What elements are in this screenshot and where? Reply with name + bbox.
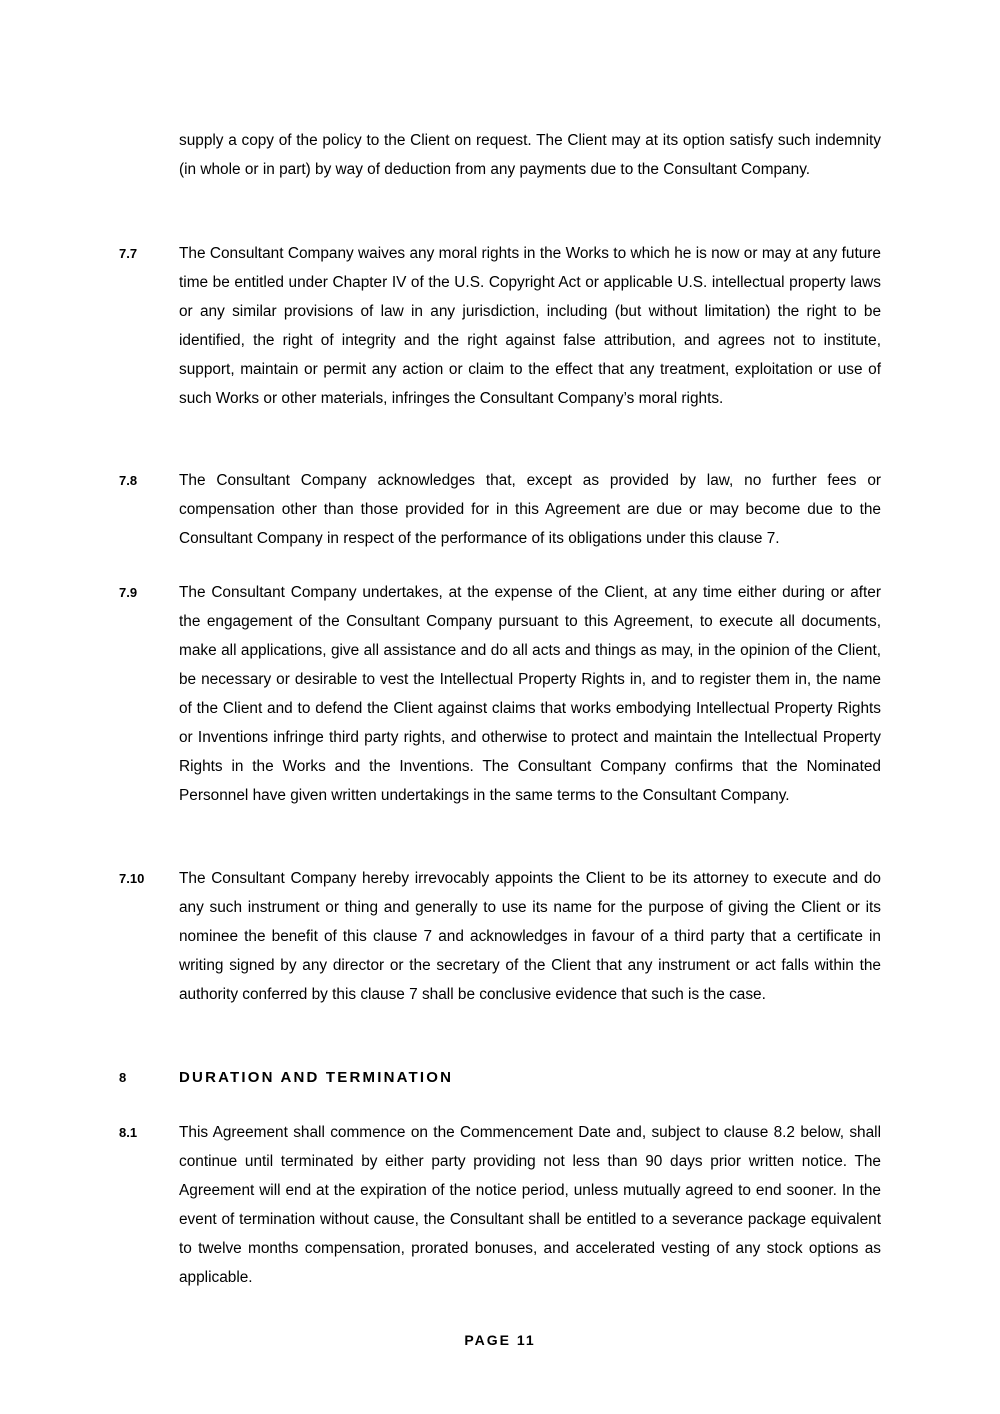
clause-7-9	[119, 578, 881, 810]
clause-number: 7.7	[119, 246, 138, 261]
section-title: DURATION AND TERMINATION	[179, 1069, 454, 1086]
page-number: PAGE 11	[464, 1332, 536, 1348]
clause-text: The Consultant Company waives any moral rights in the Works to which he is now or may at any future time be entitled under Chapter IV of the U.S. Copyright Act or applicable U.S. intellectual property laws or any similar provisions of law in any jurisdiction, including (but without limitation) the right to be identified, the right of integrity and the right against false attribution, and agrees not to institute, support, maintain or permit any action or claim to the effect that any treatment, exploitation or use of such Works or other materials, infringes the Consultant Company’s moral rights.	[179, 245, 881, 407]
clause-8-1	[119, 1118, 881, 1292]
section-number: 8	[119, 1070, 127, 1085]
clause-number: 7.9	[119, 585, 138, 600]
continuation-text: supply a copy of the policy to the Client on request. The Client may at its option satisfy such indemnity (in whole or in part) by way of deduction from any payments due to the Consultant Company.	[179, 132, 881, 178]
clause-number: 7.10	[119, 871, 145, 886]
clause-number: 8.1	[119, 1125, 138, 1140]
continuation-paragraph	[119, 126, 881, 184]
clause-text: The Consultant Company acknowledges that, except as provided by law, no further fees or compensation other than those provided for in this Agreement are due or may become due to the Consultant Company in respect of the performance of its obligations under this clause 7.	[179, 472, 881, 547]
clause-text: The Consultant Company hereby irrevocably appoints the Client to be its attorney to execute and do any such instrument or thing and generally to use its name for the purpose of giving the Client or its nominee the benefit of this clause 7 and acknowledges in favour of a third party that a certificate in writing signed by any director or the secretary of the Client that any instrument or act falls within the authority conferred by this clause 7 shall be conclusive evidence that such is the case.	[179, 870, 881, 1003]
clause-text: The Consultant Company undertakes, at the expense of the Client, at any time either during or after the engagement of the Consultant Company pursuant to this Agreement, to execute all documents, make all applications, give all assistance and do all acts and things as may, in the opinion of the Client, be necessary or desirable to vest the Intellectual Property Rights in, and to register them in, the name of the Client and to defend the Client against claims that works embodying Intellectual Property Rights or Inventions infringe third party rights, and otherwise to protect and maintain the Intellectual Property Rights in the Works and the Inventions. The Consultant Company confirms that the Nominated Personnel have given written undertakings in the same terms to the Consultant Company.	[179, 584, 881, 804]
clause-number: 7.8	[119, 473, 138, 488]
clause-7-10	[119, 864, 881, 1009]
clause-7-7	[119, 239, 881, 413]
clause-text: This Agreement shall commence on the Commencement Date and, subject to clause 8.2 below, shall continue until terminated by either party providing not less than 90 days prior written notice. The Agreement will end at the expiration of the notice period, unless mutually agreed to end sooner. In the event of termination without cause, the Consultant shall be entitled to a severance package equivalent to twelve months compensation, prorated bonuses, and accelerated vesting of any stock options as applicable.	[179, 1124, 881, 1286]
section-heading	[119, 1063, 881, 1092]
clause-7-8	[119, 466, 881, 553]
